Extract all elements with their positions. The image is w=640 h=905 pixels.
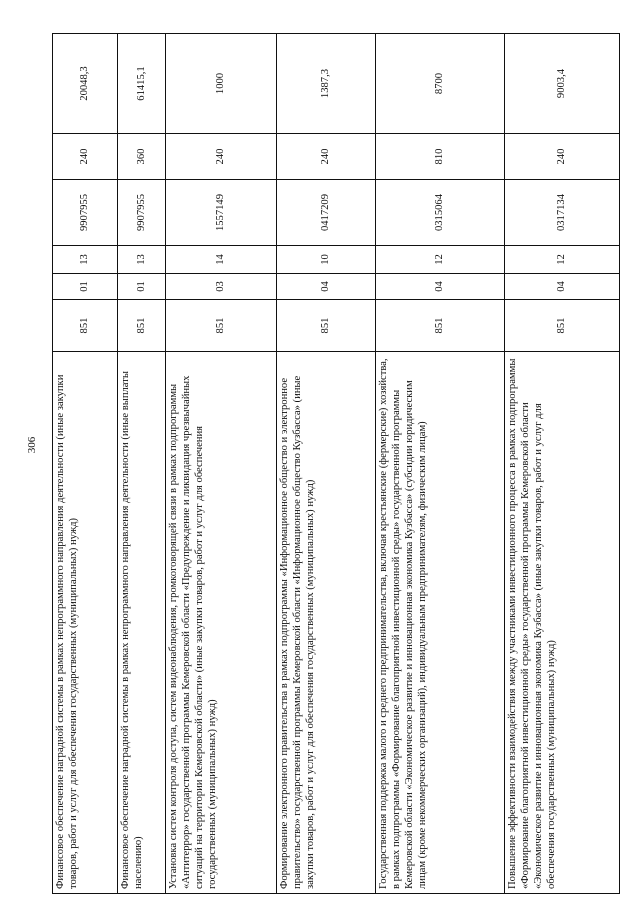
row-ved: 851 <box>53 300 118 352</box>
table-row <box>276 34 375 894</box>
table-row <box>53 34 118 894</box>
row-pr: 14 <box>165 246 276 274</box>
row-ved: 851 <box>375 300 504 352</box>
row-rz: 04 <box>504 274 619 300</box>
row-rz: 03 <box>165 274 276 300</box>
budget-table <box>52 33 620 894</box>
row-amount: 8700 <box>375 34 504 134</box>
row-description: Формирование электронного правительства в рамках подпрограммы «Информационное общество и электронное правительство» государственной программы Кемеровской области «Информационное общество Кузбасса» (иные закупки товаров, работ и услуг для обеспечения государственных (муниципальных) нужд) <box>276 352 375 894</box>
row-pr: 10 <box>276 246 375 274</box>
row-pr: 12 <box>504 246 619 274</box>
row-vr: 240 <box>276 134 375 180</box>
row-description: Государственная поддержка малого и среднего предпринимательства, включая крестьянские (фермерские) хозяйства, в рамках подпрограммы «Формирование благоприятной инвестиционной среды» государственной программы Кемеровской области «Экономическое развитие и инновационная экономика Кузбасса» (субсидии юридическим лицам (кроме некоммерческих организаций), индивидуальным предпринимателям, физическим лицам) <box>375 352 504 894</box>
row-csr: 1557149 <box>165 180 276 246</box>
row-amount: 1387,3 <box>276 34 375 134</box>
table-row <box>375 34 504 894</box>
row-vr: 240 <box>53 134 118 180</box>
table-row <box>117 34 165 894</box>
row-rz: 01 <box>53 274 118 300</box>
row-description: Установка систем контроля доступа, систем видеонаблюдения, громкоговорящей связи в рамках подпрограммы «Антитеррор» государственной программы Кемеровской области «Предупреждение и ликвидация чрезвычайных ситуаций на территории Кемеровской области» (иные закупки товаров, работ и услуг для обеспечения государственных (муниципальных) нужд) <box>165 352 276 894</box>
row-csr: 0417209 <box>276 180 375 246</box>
rotated-table-container <box>52 34 620 894</box>
row-pr: 13 <box>117 246 165 274</box>
row-rz: 01 <box>117 274 165 300</box>
row-vr: 360 <box>117 134 165 180</box>
row-description: Повышение эффективности взаимодействия между участниками инвестиционного процесса в рамках подпрограммы «Формирование благоприятной инвестиционной среды» государственной программы Кемеровской области «Экономическое развитие и инновационная экономика Кузбасса» (иные закупки товаров, работ и услуг для обеспечения государственных (муниципальных) нужд) <box>504 352 619 894</box>
row-csr: 0315064 <box>375 180 504 246</box>
row-ved: 851 <box>117 300 165 352</box>
page-number: 306 <box>26 436 38 454</box>
row-csr: 0317134 <box>504 180 619 246</box>
row-csr: 9907955 <box>117 180 165 246</box>
row-description: Финансовое обеспечение наградной системы в рамках непрограммного направления деятельности (иные закупки товаров, работ и услуг для обеспечения государственных (муниципальных) нужд) <box>53 352 118 894</box>
row-ved: 851 <box>504 300 619 352</box>
row-pr: 12 <box>375 246 504 274</box>
row-pr: 13 <box>53 246 118 274</box>
table-row <box>165 34 276 894</box>
row-vr: 240 <box>165 134 276 180</box>
row-vr: 240 <box>504 134 619 180</box>
row-amount: 1000 <box>165 34 276 134</box>
row-rz: 04 <box>375 274 504 300</box>
row-amount: 61415,1 <box>117 34 165 134</box>
row-vr: 810 <box>375 134 504 180</box>
row-csr: 9907955 <box>53 180 118 246</box>
row-ved: 851 <box>165 300 276 352</box>
row-amount: 9003,4 <box>504 34 619 134</box>
row-amount: 20048,3 <box>53 34 118 134</box>
row-ved: 851 <box>276 300 375 352</box>
table-row <box>504 34 619 894</box>
row-rz: 04 <box>276 274 375 300</box>
row-description: Финансовое обеспечение наградной системы в рамках непрограммного направления деятельности (иные выплаты населению) <box>117 352 165 894</box>
